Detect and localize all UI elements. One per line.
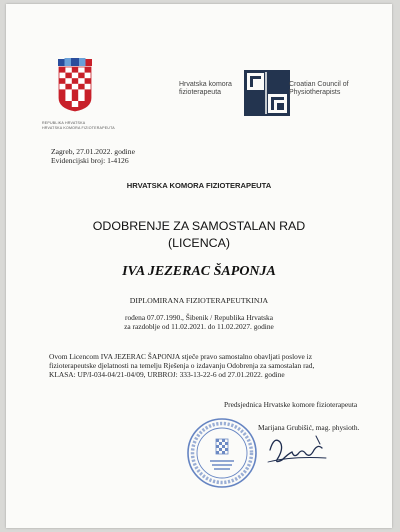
croatian-coat-of-arms-icon: [56, 58, 94, 112]
official-stamp-icon: [186, 417, 258, 489]
body-text-line: Ovom Licencom IVA JEZERAC ŠAPONJA stječe pravo samostalno obavljati poslove iz: [49, 352, 313, 361]
document-title: ODOBRENJE ZA SAMOSTALAN RAD: [92, 219, 306, 233]
org-name-croatian: Hrvatska komora fizioterapeuta: [179, 81, 232, 97]
birth-line: rođena 07.07.1990., Šibenik / Republika Hrvatska: [125, 313, 273, 322]
license-holder-name: IVA JEZERAC ŠAPONJA: [122, 264, 276, 279]
validity-period: za razdoblje od 11.02.2021. do 11.02.2027. godine: [124, 322, 274, 331]
signer-name: Marijana Grubišić, mag. physioth.: [258, 423, 360, 432]
license-document: [6, 4, 392, 528]
place-and-date: Zagreb, 27.01.2022. godine: [51, 147, 135, 156]
handwritten-signature-icon: [262, 428, 332, 472]
evidence-number: Evidencijski broj: 1-4126: [51, 156, 129, 165]
signer-role: Predsjednica Hrvatske komore fizioterapeuta: [224, 400, 358, 409]
coat-caption-line2: HRVATSKA KOMORA FIZIOTERAPEUTA: [42, 126, 115, 130]
issuer-heading: HRVATSKA KOMORA FIZIOTERAPEUTA: [126, 181, 272, 190]
body-text-line: fizioterapeutske djelatnosti na temelju Rješenja o izdavanju Odobrenja za samostalan rad,: [49, 361, 315, 370]
council-logo-icon: [244, 70, 290, 116]
body-text-line: KLASA: UP/I-034-04/21-04/09, URBROJ: 333-13-22-6 od 27.01.2022. godine: [49, 370, 285, 379]
holder-degree: DIPLOMIRANA FIZIOTERAPEUTKINJA: [129, 296, 269, 305]
org-name-english: Croatian Council of Physiotherapists: [289, 81, 349, 97]
document-subtitle: (LICENCA): [168, 236, 230, 250]
coat-caption-line1: REPUBLIKA HRVATSKA: [42, 121, 86, 125]
